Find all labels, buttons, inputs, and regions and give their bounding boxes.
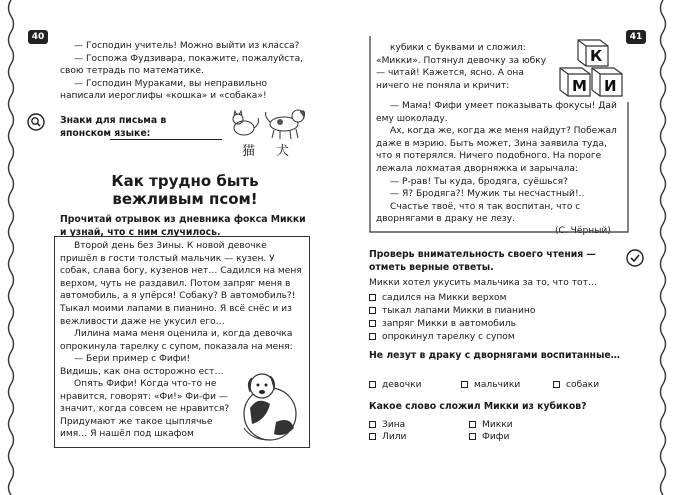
story-title-line2: вежливым псом! — [112, 190, 258, 208]
story-author: (С. Чёрный) — [555, 226, 611, 236]
japanese-signs-label: Знаки для письма в японском языке: — [60, 115, 167, 139]
checkbox[interactable] — [369, 421, 376, 428]
question-1: Микки хотел укусить мальчика за то, что тот… — [369, 278, 597, 288]
question-2: Не лезут в драку с дворнягами воспитанные… — [369, 350, 620, 361]
checkbox[interactable] — [369, 294, 376, 301]
dialog-block — [60, 40, 308, 103]
story-paragraph: Счастье твоё, что я так воспитан, что с дворнягами в драку не лезу. — [376, 201, 581, 225]
story-paragraph: — Бери пример с Фифи! Видишь, как она осторожно ест… — [60, 354, 224, 377]
q1-option[interactable] — [369, 305, 535, 317]
page-number-left: 40 — [28, 30, 48, 44]
option-label: мальчики — [474, 380, 521, 390]
kanji-cat: 猫 — [242, 144, 256, 159]
story-paragraph: Опять Фифи! Когда что-то не нравится, говорят: «Фи!» Фи-фи — значит, когда совсем не нравится? Придумают же такое цыплячье имя… Я нашёл под шкафом — [60, 379, 230, 440]
dialog-line: — Господин учитель! Можно выйти из класса? — [74, 41, 300, 51]
q3-option[interactable] — [369, 419, 405, 431]
dialog-line: — Госпожа Фудзивара, покажите, пожалуйста, свою тетрадь по математике. — [60, 53, 304, 77]
checkbox[interactable] — [469, 433, 476, 440]
story-text-left — [60, 240, 304, 379]
checkbox[interactable] — [553, 381, 560, 388]
checkbox[interactable] — [369, 333, 376, 340]
check-heading: Проверь внимательность своего чтения — отметь верные ответы. — [369, 249, 596, 273]
q2-option[interactable] — [369, 379, 422, 391]
dog-illustration — [236, 368, 304, 444]
option-label: тыкал лапами Микки в пианино — [382, 306, 536, 316]
option-label: собаки — [566, 380, 600, 390]
q1-option[interactable] — [369, 292, 506, 304]
dialog-line: — Господин Мураками, вы неправильно написали иероглифы «кошка» и «собака»! — [60, 78, 268, 102]
checkbox[interactable] — [369, 381, 376, 388]
q3-option[interactable] — [469, 431, 509, 443]
story-paragraph: — Р-рав! Ты куда, бродяга, суёшься? — [390, 176, 568, 187]
checkbox[interactable] — [369, 307, 376, 314]
checkbox[interactable] — [461, 381, 468, 388]
checkbox[interactable] — [469, 421, 476, 428]
page-number-right: 41 — [626, 30, 646, 44]
option-label: Зина — [382, 420, 406, 430]
story-title-line1: Как трудно быть — [111, 172, 259, 190]
q1-option[interactable] — [369, 318, 516, 330]
story-paragraph: — Я? Бродяга?! Мужик ты несчастный!.. — [390, 189, 585, 200]
cube-letter-i: И — [604, 77, 617, 95]
story-paragraph: — Мама! Фифи умеет показывать фокусы! Дай ему шоколаду. — [376, 101, 617, 124]
cat-dog-illustration — [228, 106, 312, 140]
reading-task: Прочитай отрывок из дневника фокса Микки и узнай, что с ним случилось. — [60, 214, 306, 238]
cube-letter-m: М — [572, 77, 587, 95]
story-paragraph: кубики с буквами и сложил: «Микки». Потянул девочку за юбку — читай! Кажется, ясно. А она ничего не поняла и кричит: — [376, 43, 547, 91]
q3-option[interactable] — [469, 419, 513, 431]
story-paragraph: Лилина мама меня оценила и, когда девочка опрокинула тарелку с супом, показала на меня: — [60, 329, 293, 352]
q2-option[interactable] — [461, 379, 520, 391]
q1-option[interactable] — [369, 331, 515, 343]
option-label: Лили — [382, 432, 407, 442]
option-label: девочки — [382, 380, 422, 390]
option-label: опрокинул тарелку с супом — [382, 332, 515, 342]
right-wavy-border — [656, 0, 670, 495]
option-label: Фифи — [482, 432, 510, 442]
cube-letter-k: К — [590, 47, 603, 65]
magnifier-icon — [27, 113, 45, 131]
kanji-dog: 犬 — [276, 144, 290, 159]
q3-option[interactable] — [369, 431, 406, 443]
checkbox[interactable] — [369, 433, 376, 440]
story-paragraph: Второй день без Зины. К новой девочке пришёл в гости толстый мальчик — кузен. У собак, слава богу, кузенов нет… Садился на меня верхом, чуть не раздавил. Потом запряг меня в автомобиль, а я упёрся! Собаку? В автомобиль?! Тыкал моими лапами в пианино. Я всё снёс и из вежливости даже не укусил его… — [60, 241, 302, 327]
left-wavy-border — [4, 0, 18, 495]
option-label: садился на Микки верхом — [382, 293, 507, 303]
story-paragraph-wrap — [60, 378, 230, 441]
option-label: запряг Микки в автомобиль — [382, 319, 516, 329]
story-frame-right — [364, 36, 630, 240]
question-3: Какое слово сложил Микки из кубиков? — [369, 401, 587, 412]
q2-option[interactable] — [553, 379, 599, 391]
option-label: Микки — [482, 420, 513, 430]
answer-line — [110, 139, 222, 140]
story-paragraph: Ах, когда же, когда же меня найдут? Побежал даже в мэрию. Быть может, Зина заявила туда, что я потерялся. Ничего подобного. На пороге лежала лохматая дворняжка и зарычала: — [376, 126, 617, 174]
checkmark-icon — [626, 249, 644, 267]
checkbox[interactable] — [369, 320, 376, 327]
